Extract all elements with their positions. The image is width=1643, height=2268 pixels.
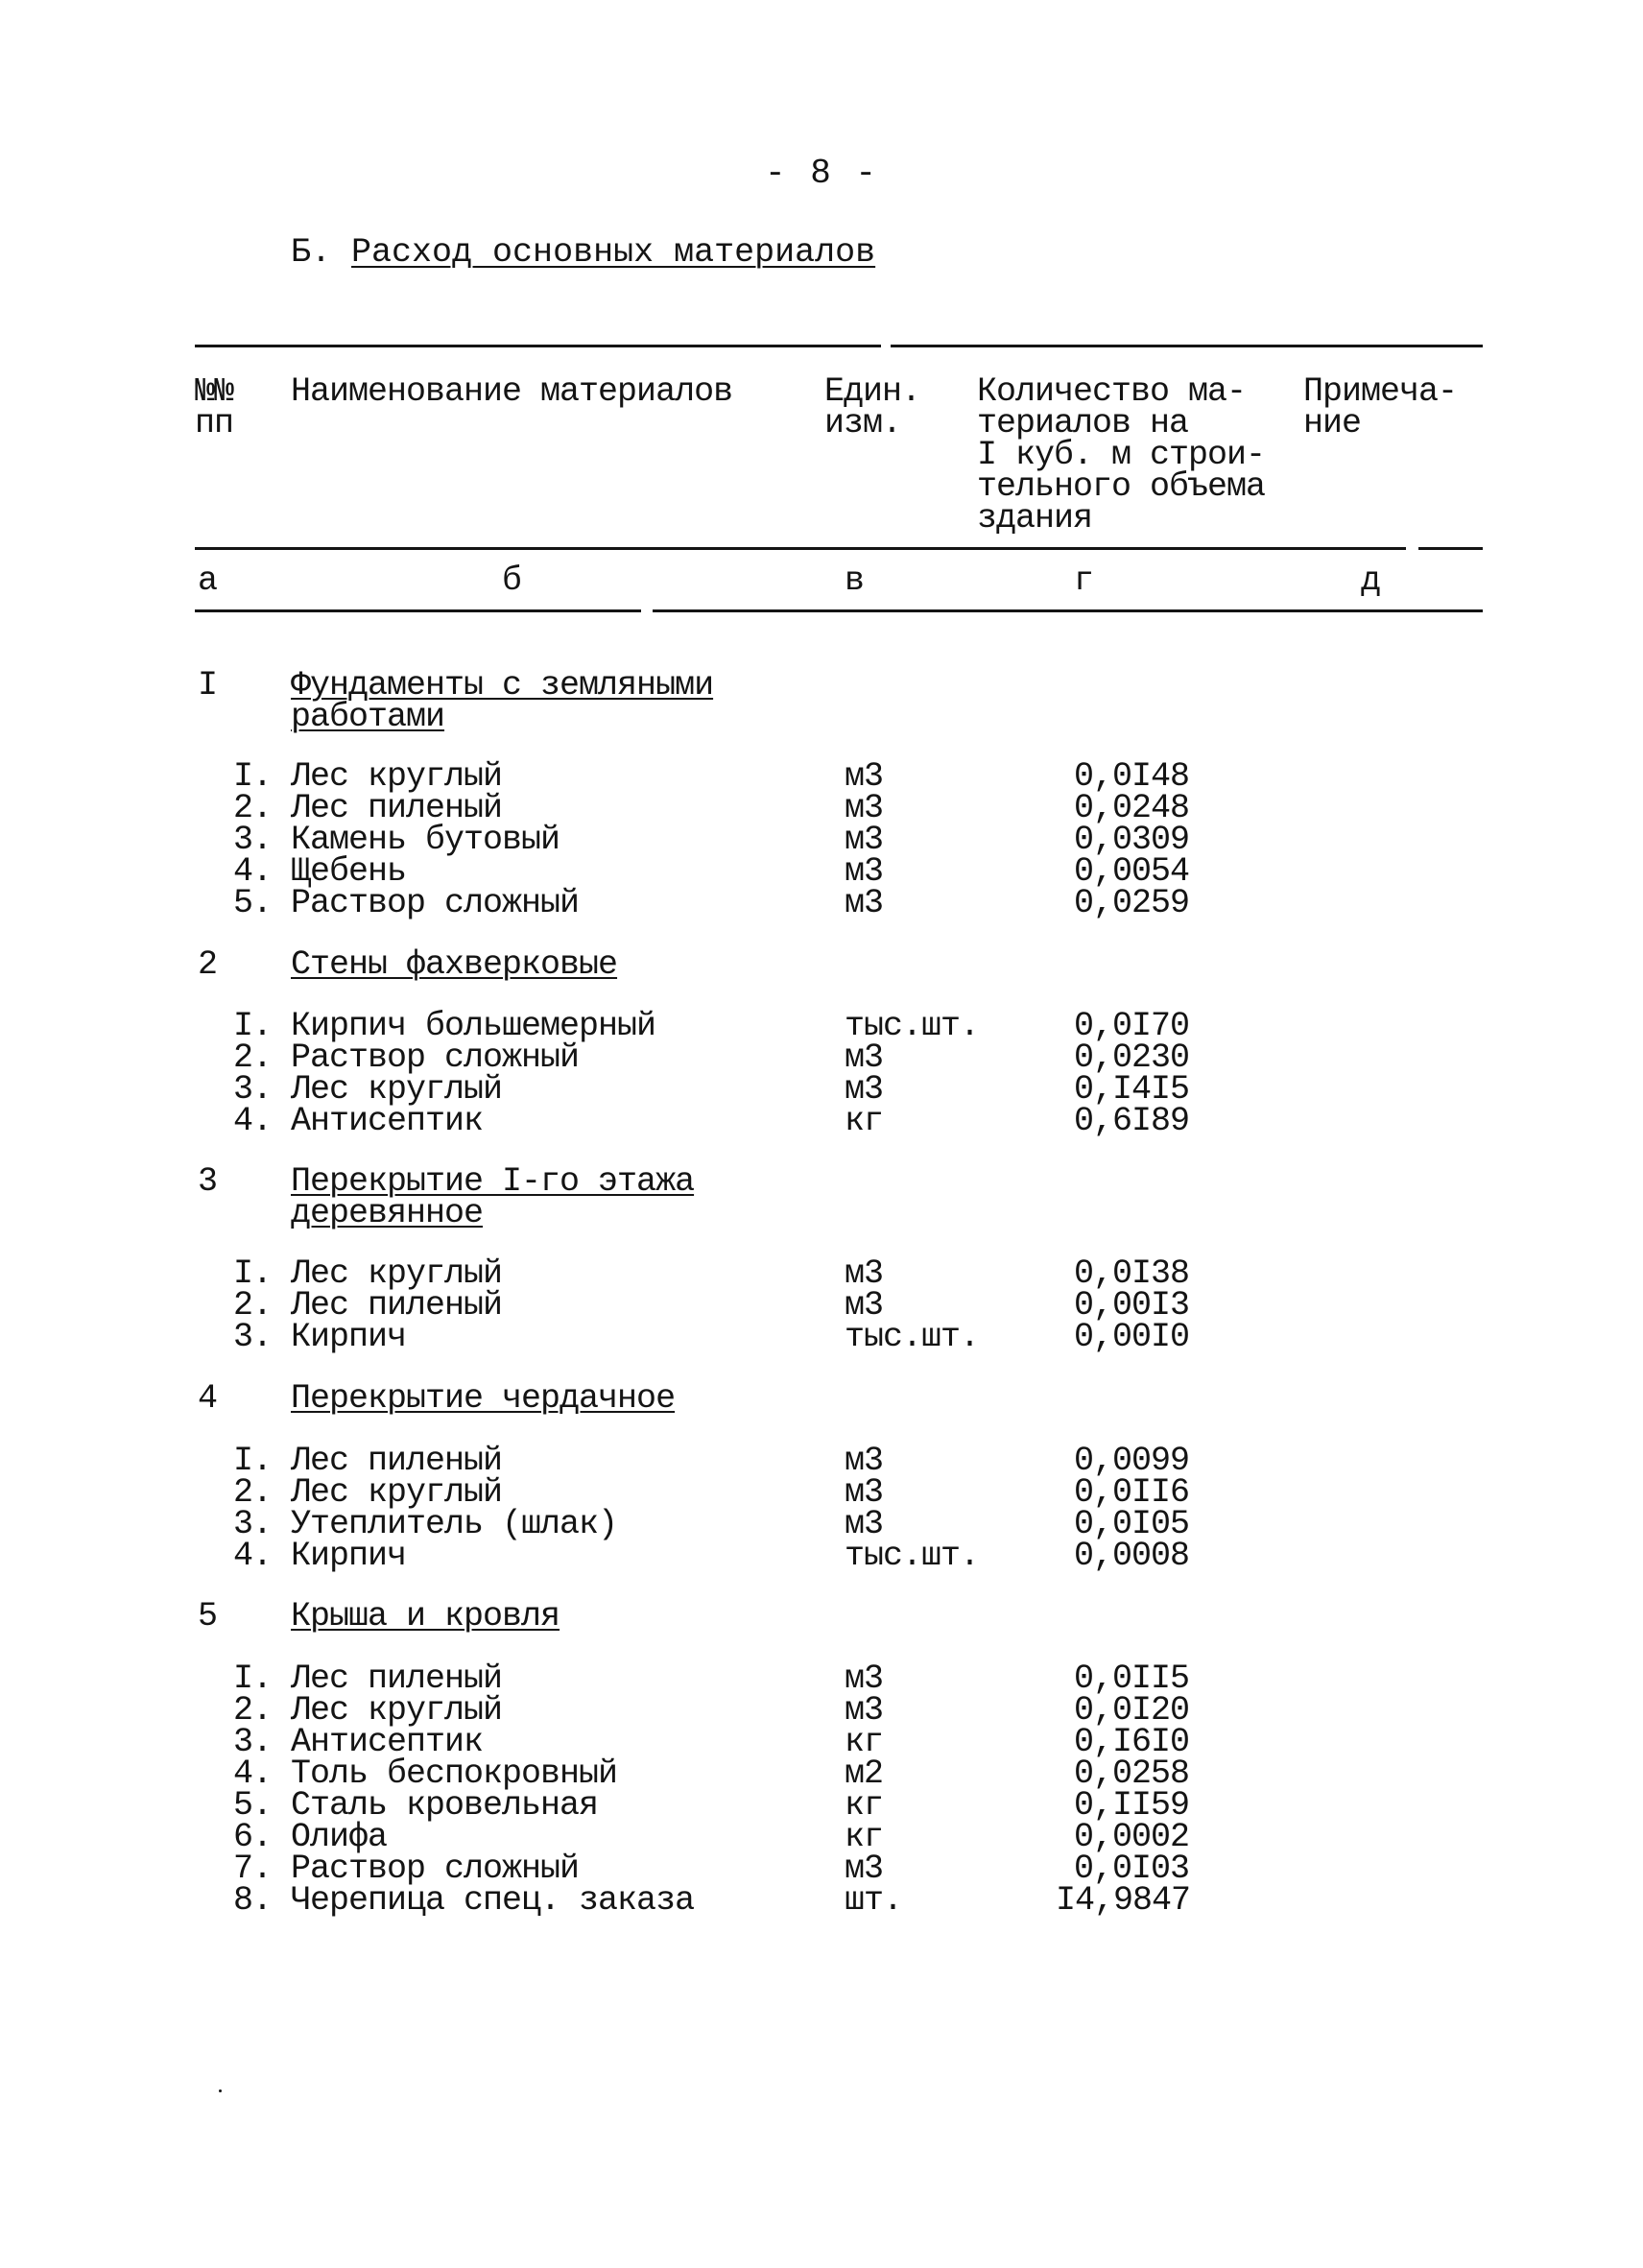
s5-item-1-qty: 0,0II5 bbox=[1074, 1659, 1190, 1698]
s3-item-2-unit: м3 bbox=[845, 1286, 884, 1325]
col-letter-b: б bbox=[502, 561, 523, 600]
s4-item-2-num: 2. bbox=[233, 1473, 273, 1512]
s3-item-3-qty: 0,00I0 bbox=[1074, 1318, 1190, 1356]
title-text: Расход основных материалов bbox=[351, 233, 876, 272]
s2-item-1-name: Кирпич большемерный bbox=[291, 1007, 656, 1045]
s4-item-2-unit: м3 bbox=[845, 1473, 884, 1512]
s5-item-8-qty: I4,9847 bbox=[1056, 1881, 1191, 1920]
s2-item-3-name: Лес круглый bbox=[291, 1070, 503, 1109]
s1-item-3-unit: м3 bbox=[845, 821, 884, 859]
s5-item-4-name: Толь беспокровный bbox=[291, 1755, 618, 1793]
s5-item-1-unit: м3 bbox=[845, 1659, 884, 1698]
s5-item-5-name: Сталь кровельная bbox=[291, 1786, 599, 1825]
s1-item-5-name: Раствор сложный bbox=[291, 884, 580, 922]
s5-item-3-name: Антисептик bbox=[291, 1723, 484, 1761]
s5-item-6-qty: 0,0002 bbox=[1074, 1818, 1190, 1856]
s1-item-3-num: 3. bbox=[233, 821, 273, 859]
s1-item-4-unit: м3 bbox=[845, 852, 884, 891]
header-unit: Един. изм. bbox=[824, 372, 921, 442]
s5-item-4-qty: 0,0258 bbox=[1074, 1755, 1190, 1793]
section-1-number: I bbox=[198, 666, 218, 704]
s5-item-7-unit: м3 bbox=[845, 1850, 884, 1888]
lower-rule-left bbox=[195, 609, 641, 612]
mid-rule-4 bbox=[1418, 547, 1483, 550]
s1-item-4-num: 4. bbox=[233, 852, 273, 891]
s3-item-1-unit: м3 bbox=[845, 1254, 884, 1293]
header-name: Наименование материалов bbox=[291, 372, 733, 411]
s1-item-1-num: I. bbox=[233, 757, 273, 796]
s4-item-1-unit: м3 bbox=[845, 1442, 884, 1480]
s2-item-1-unit: тыс.шт. bbox=[845, 1007, 980, 1045]
s1-item-3-qty: 0,0309 bbox=[1074, 821, 1190, 859]
s5-item-1-num: I. bbox=[233, 1659, 273, 1698]
mid-rule-3 bbox=[1253, 547, 1406, 550]
s4-item-4-unit: тыс.шт. bbox=[845, 1537, 980, 1575]
col-letter-a: а bbox=[198, 561, 219, 600]
s4-item-3-qty: 0,0I05 bbox=[1074, 1505, 1190, 1543]
s1-item-4-qty: 0,0054 bbox=[1074, 852, 1190, 891]
s4-item-4-qty: 0,0008 bbox=[1074, 1537, 1190, 1575]
s5-item-5-num: 5. bbox=[233, 1786, 273, 1825]
section-4-number: 4 bbox=[198, 1379, 218, 1418]
s2-item-2-unit: м3 bbox=[845, 1039, 884, 1077]
section-5-title: Крыша и кровля bbox=[291, 1597, 560, 1635]
s5-item-5-unit: кг bbox=[845, 1786, 884, 1825]
s3-item-1-num: I. bbox=[233, 1254, 273, 1293]
col-letter-g: г bbox=[1074, 561, 1095, 600]
s3-item-2-num: 2. bbox=[233, 1286, 273, 1325]
s1-item-2-unit: м3 bbox=[845, 789, 884, 827]
s5-item-3-num: 3. bbox=[233, 1723, 273, 1761]
s5-item-6-num: 6. bbox=[233, 1818, 273, 1856]
s4-item-3-name: Утеплитель (шлак) bbox=[291, 1505, 618, 1543]
s2-item-2-num: 2. bbox=[233, 1039, 273, 1077]
s5-item-4-unit: м2 bbox=[845, 1755, 884, 1793]
s2-item-3-num: 3. bbox=[233, 1070, 273, 1109]
s2-item-2-name: Раствор сложный bbox=[291, 1039, 580, 1077]
header-num: №№ пп bbox=[195, 372, 234, 442]
s5-item-6-name: Олифа bbox=[291, 1818, 388, 1856]
s5-item-5-qty: 0,II59 bbox=[1074, 1786, 1190, 1825]
s3-item-3-name: Кирпич bbox=[291, 1318, 407, 1356]
s4-item-1-name: Лес пиленый bbox=[291, 1442, 503, 1480]
section-2-number: 2 bbox=[198, 945, 218, 984]
s2-item-2-qty: 0,0230 bbox=[1074, 1039, 1190, 1077]
s2-item-1-qty: 0,0I70 bbox=[1074, 1007, 1190, 1045]
section-1-title: Фундаменты с земляными работами bbox=[291, 666, 714, 736]
lower-rule-right bbox=[653, 609, 1483, 612]
section-5-number: 5 bbox=[198, 1597, 218, 1635]
s2-item-3-unit: м3 bbox=[845, 1070, 884, 1109]
top-rule-right bbox=[891, 345, 1483, 347]
s5-item-7-name: Раствор сложный bbox=[291, 1850, 580, 1888]
mid-rule-1 bbox=[195, 547, 294, 550]
s3-item-2-name: Лес пиленый bbox=[291, 1286, 503, 1325]
s1-item-2-qty: 0,0248 bbox=[1074, 789, 1190, 827]
s4-item-1-num: I. bbox=[233, 1442, 273, 1480]
section-2-title: Стены фахверковые bbox=[291, 945, 618, 984]
s1-item-2-name: Лес пиленый bbox=[291, 789, 503, 827]
s4-item-4-num: 4. bbox=[233, 1537, 273, 1575]
s5-item-7-qty: 0,0I03 bbox=[1074, 1850, 1190, 1888]
s1-item-5-unit: м3 bbox=[845, 884, 884, 922]
s5-item-8-name: Черепица спец. заказа bbox=[291, 1881, 695, 1920]
title-prefix: Б. bbox=[291, 233, 332, 272]
page-number: - 8 - bbox=[764, 154, 879, 193]
s5-item-8-unit: шт. bbox=[845, 1881, 903, 1920]
s2-item-4-num: 4. bbox=[233, 1102, 273, 1140]
s5-item-3-unit: кг bbox=[845, 1723, 884, 1761]
s4-item-3-unit: м3 bbox=[845, 1505, 884, 1543]
s1-item-4-name: Щебень bbox=[291, 852, 407, 891]
section-3-number: 3 bbox=[198, 1162, 218, 1201]
col-letter-v: в bbox=[845, 561, 866, 600]
header-note: Примеча- ние bbox=[1303, 372, 1458, 442]
s1-item-5-num: 5. bbox=[233, 884, 273, 922]
s2-item-4-name: Антисептик bbox=[291, 1102, 484, 1140]
s5-item-2-unit: м3 bbox=[845, 1691, 884, 1730]
s1-item-1-name: Лес круглый bbox=[291, 757, 503, 796]
s5-item-1-name: Лес пиленый bbox=[291, 1659, 503, 1698]
mid-rule-2 bbox=[294, 547, 1253, 550]
s2-item-4-qty: 0,6I89 bbox=[1074, 1102, 1190, 1140]
s5-item-4-num: 4. bbox=[233, 1755, 273, 1793]
s5-item-2-name: Лес круглый bbox=[291, 1691, 503, 1730]
s5-item-6-unit: кг bbox=[845, 1818, 884, 1856]
s1-item-3-name: Камень бутовый bbox=[291, 821, 560, 859]
s4-item-1-qty: 0,0099 bbox=[1074, 1442, 1190, 1480]
s5-item-8-num: 8. bbox=[233, 1881, 273, 1920]
top-rule-left bbox=[195, 345, 881, 347]
s1-item-2-num: 2. bbox=[233, 789, 273, 827]
s3-item-2-qty: 0,00I3 bbox=[1074, 1286, 1190, 1325]
header-qty: Количество ма- териалов на I куб. м строи- тельного объема здания bbox=[977, 372, 1266, 537]
col-letter-d: д bbox=[1361, 561, 1382, 600]
s2-item-3-qty: 0,I4I5 bbox=[1074, 1070, 1190, 1109]
s2-item-1-num: I. bbox=[233, 1007, 273, 1045]
s4-item-3-num: 3. bbox=[233, 1505, 273, 1543]
section-4-title: Перекрытие чердачное bbox=[291, 1379, 676, 1418]
s1-item-1-qty: 0,0I48 bbox=[1074, 757, 1190, 796]
s5-item-3-qty: 0,I6I0 bbox=[1074, 1723, 1190, 1761]
s3-item-3-num: 3. bbox=[233, 1318, 273, 1356]
s3-item-1-name: Лес круглый bbox=[291, 1254, 503, 1293]
s5-item-2-qty: 0,0I20 bbox=[1074, 1691, 1190, 1730]
s1-item-5-qty: 0,0259 bbox=[1074, 884, 1190, 922]
s5-item-2-num: 2. bbox=[233, 1691, 273, 1730]
s2-item-4-unit: кг bbox=[845, 1102, 884, 1140]
stray-dot bbox=[219, 2089, 222, 2092]
s1-item-1-unit: м3 bbox=[845, 757, 884, 796]
s3-item-3-unit: тыс.шт. bbox=[845, 1318, 980, 1356]
s4-item-4-name: Кирпич bbox=[291, 1537, 407, 1575]
s4-item-2-qty: 0,0II6 bbox=[1074, 1473, 1190, 1512]
s3-item-1-qty: 0,0I38 bbox=[1074, 1254, 1190, 1293]
section-title bbox=[291, 233, 875, 272]
s4-item-2-name: Лес круглый bbox=[291, 1473, 503, 1512]
section-3-title: Перекрытие I-го этажа деревянное bbox=[291, 1162, 695, 1232]
s5-item-7-num: 7. bbox=[233, 1850, 273, 1888]
